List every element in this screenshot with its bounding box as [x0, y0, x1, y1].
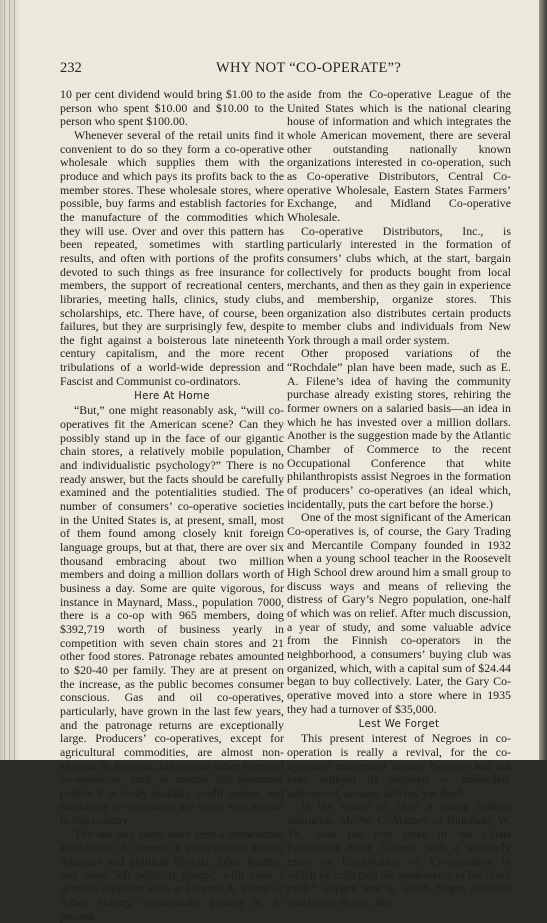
- binding-gutter: [0, 0, 20, 760]
- paragraph: Other proposed variations of the “Rochdale” plan have been made, such as E. A. Filene’s idea of having the community purchase already existing stores, rehiring the former owners on a salaried basis—an idea in which he has invested over a million dollars. Another is the suggestion made by the Atlantic Chamber of Commerce to the recent Occupational Conference that white philanthropists assist Negroes in the formation of producers’ co-operatives (an ideal which, incidentally, puts the cart before the horse.): [287, 346, 511, 511]
- paragraph: aside from the Co-operative League of the United States which is the national clearing house of information and which integrates the whole American movement, there are several other outstanding nationally known organizations interested in co-operation, such as Co-operative Distributors, Central Co-operative Wholesale, Eastern States Farmers’ Exchange, and Midland Co-operative Wholesale.: [287, 87, 511, 224]
- gutter-line: [9, 0, 10, 760]
- paragraph: Co-operative Distributors, Inc., is particularly interested in the formation of consumers’ clubs which, at the start, bargain collectively for products bought from local merchants, and then as they gain in experience and membership, organize stores. This organization also distributes certain products to member clubs and individuals from New York through a mail order system.: [287, 223, 511, 347]
- page-edge-shadow: [539, 0, 547, 760]
- paragraph: In the winter of 1930 a young college instructor, Mr. W. C. Matney of Bluefield, W. Va., won the first prize in the Crisis Economics Prize Contest with a scholarly essay on Exploitation vs. Co-operation in which he criticized the inadequacy of the “race pride” oxygen tent in which Negro business was trying to live, dis-: [287, 799, 511, 910]
- paragraph: Whenever several of the retail units find it convenient to do so they form a co-operative wholesale which supplies them with the produce and which pays its profits back to the member stores. These wholesale stores, where possible, buy farms and establish factories for the manufacture of the commodities which they will use. Over and over this pattern has been repeated, sometimes with startling results, and often with portions of the profits devoted to such things as free insurance for members, the support of recreational centers, libraries, meeting halls, clinics, study clubs, scholarships, etc. There have, of course, been failures, but they are surprisingly few, despite the fight against a boisterous late nineteenth century capitalism, and the more recent tribulations of a world-wide depression and Fascist and Communist co-ordinators.: [60, 127, 284, 388]
- gutter-line: [4, 0, 5, 760]
- subheading: Lest We Forget: [358, 718, 440, 731]
- paragraph: This present interest of Negroes in co-operation is really a revival, for the co-operative movement among Negroes has not been without its prophets — unheeded, unhonored, unsung, and not yet dead.: [287, 731, 511, 800]
- paragraph: The last two years have seen a tremendous awakening of interest in co-operation among religious and political liberals, labor leaders, and some left political groups, with even a genuine capitalist such as Edward A. Filene or Albon Holsey, occasionally joining in. At present,: [60, 826, 284, 923]
- paragraph: “But,” one might reasonably ask, “will co-operatives fit the American scene? Can they possibly stand up in the face of our gigantic chain stores, a relatively mobile population, and individualistic psychology?” There is no ready answer, but the facts should be carefully examined and the potentialities studied. The number of consumers’ co-operative societies in the United States is, at present, small, most of them found among closely knit foreign language groups, but at that, there are over six thousand embracing about two million members and doing a million dollars worth of business a day. Some are quite vigorous, for instance in Maynard, Mass., population 7000, there is a co-op with 965 members, doing $392,719 worth of business yearly in competition with seven chain stores and 21 other food stores. Patronage rebates amounted to $20-40 per family. They are at present on the increase, as the public becomes consumer conscious. Gas and oil co-operatives, particularly, have grown in the last few years, and the patronage returns are exceptionally large. Producers’ co-operatives, except for agricultural commodities, are almost non-existent in America, but certain other forms of co-operation, such as mutual life insurance (where it is really mutual), credit unions, and marketing co-operatives are fairly well known in this country.: [60, 403, 284, 828]
- right-column: [287, 88, 511, 910]
- paragraph: 10 per cent dividend would bring $1.00 to the person who spent $10.00 and $10.00 to the person who spent $100.00.: [60, 87, 284, 129]
- subheading: Here At Home: [134, 390, 210, 403]
- page-header: [56, 60, 520, 80]
- page-number: 232: [60, 60, 82, 76]
- left-column: [60, 88, 284, 923]
- gutter-line: [14, 0, 15, 760]
- paragraph: One of the most significant of the American Co-operatives is, of course, the Gary Trading and Mercantile Company founded in 1932 when a young school teacher in the Roosevelt High School drew around him a small group to discuss ways and means of relieving the distress of Gary’s Negro population, one-half of which was on relief. After much discussion, a year of study, and some valuable advice from the Finnish co-operators in the neighborhood, a consumers’ buying club was organized, which, with a capital sum of $24.44 began to buy collectively. Later, the Gary Co-operative moved into a store where in 1935 they had a turnover of $35,000.: [287, 510, 511, 716]
- running-title: WHY NOT “CO-OPERATE”?: [216, 60, 402, 76]
